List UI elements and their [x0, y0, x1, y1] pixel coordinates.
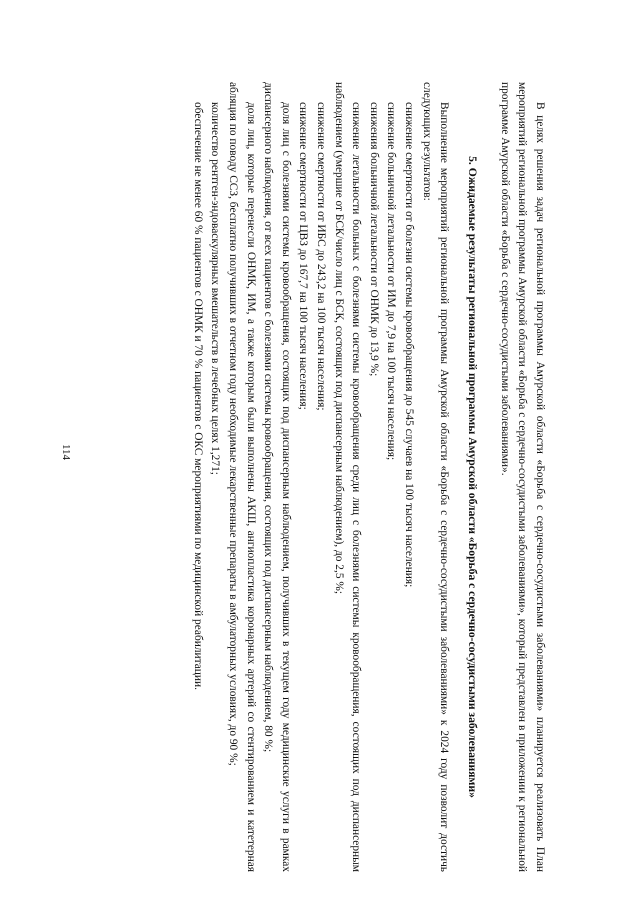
page-number: 114 [60, 443, 72, 461]
result-item: доля лиц с болезнями системы кровообращения, состоящих под диспансерным наблюдением, получивших в текущем году медицинские услуги в рамках диспансерного наблюдения, от всех пациентов с болезнями системы кровообращения, состоящих под диспансерным наблюдением, 80 %; [262, 82, 292, 872]
intro-paragraph: В целях решения задач региональной программы Амурской области «Борьба с сердечно-сосудистыми заболеваниями» планируется реализовать План мероприятий региональной программы Амурской области «Борьба с сердечно-сосудистыми заболеваниями», который представлен в приложении к региональной программе Амурской области «Борьба с сердечно-сосудистыми заболеваниями». [498, 82, 546, 872]
result-item: снижение летальности больных с болезнями системы кровообращения среди лиц с болезнями системы кровообращения, состоящих под диспансерным наблюдением (умершие от БСК/число лиц с БСК, состоящих под диспансерным наблюдением), до 2,5 %; [332, 82, 363, 872]
result-item: снижения больничной летальности от ОНМК до 13,9 %; [367, 102, 380, 377]
result-item: снижение больничной летальности от ИМ до 7,9 на 100 тысяч населения; [385, 102, 398, 461]
result-item: снижение смертности от ИБС до 243,2 на 100 тысяч населения; [315, 102, 328, 411]
result-item: доля лиц, которые перенесли ОНМК, ИМ, а также которым были выполнены АКШ, ангиопластика коронарных артерий со стентированием и катетерная абляция по поводу ССЗ, бесплатно получивших в отчетном году необходимые лекарственные препараты в амбулаторных условиях, до 90 %; [227, 82, 257, 872]
result-item: снижение смертности от болезни системы кровообращения до 545 случаев на 100 тысяч населения; [403, 102, 416, 588]
result-item: количество рентген-эндоваскулярных вмешательств в лечебных целях 1,271; [209, 102, 222, 475]
section-lead: Выполнение мероприятий региональной программы Амурской области «Борьба с сердечно-сосудистыми заболеваниями» к 2024 году позволит достичь следующих результатов: [420, 82, 451, 872]
section-heading: 5. Ожидаемые результаты региональной программы Амурской области «Борьба с сердечно-сосудистыми заболеваниями» [466, 156, 480, 798]
result-item: обеспечение не менее 60 % пациентов с ОНМК и 70 % пациентов с ОКС мероприятиями по медицинской реабилитации. [191, 102, 204, 690]
document-body [188, 82, 548, 872]
result-item: снижение смертности от ЦВЗ до 167,7 на 100 тысяч населения; [297, 102, 310, 410]
